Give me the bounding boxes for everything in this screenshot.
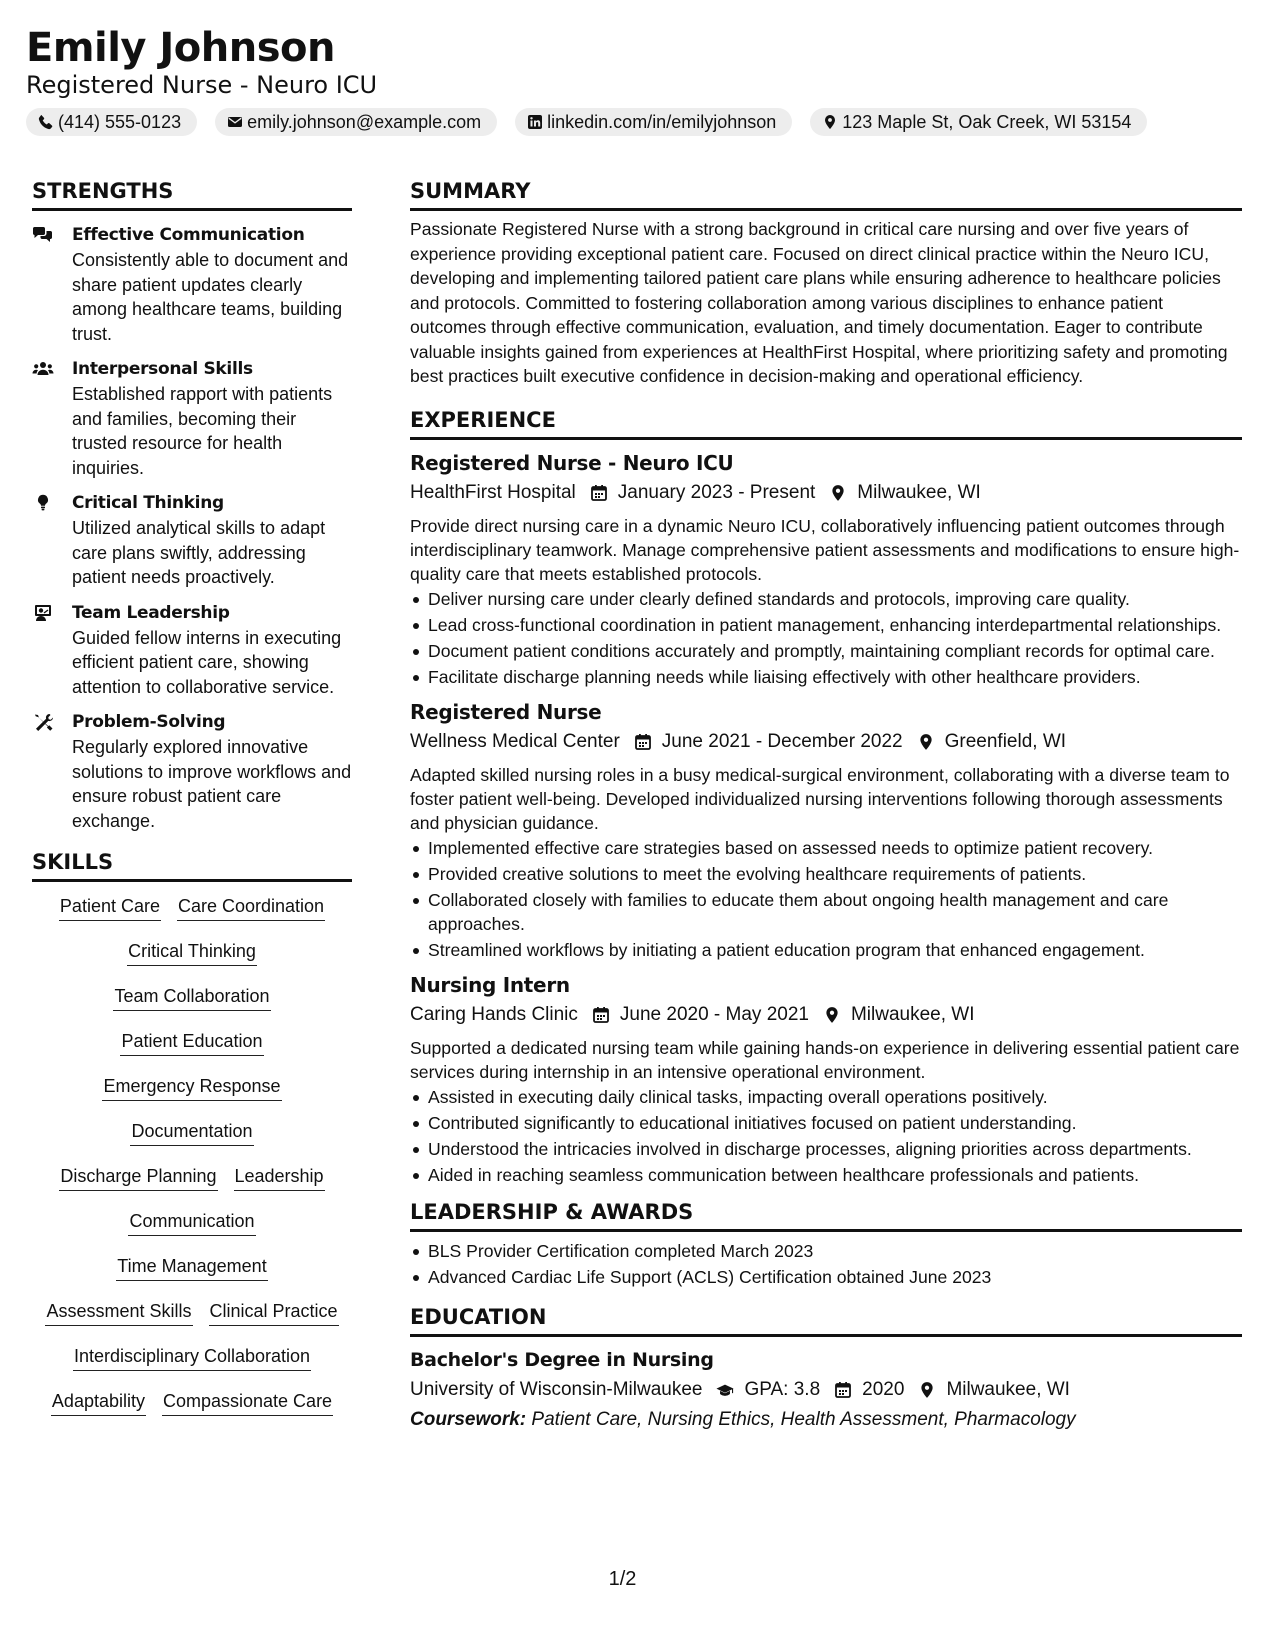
strength-desc: Utilized analytical skills to adapt care plans swiftly, addressing patient needs proactively. (72, 518, 326, 587)
summary-text: Passionate Registered Nurse with a strong background in critical care nursing and over five years of experience providing exceptional patient care. Focused on direct clinical practice within the Neuro ICU, developing and implementing tailored patient care plans while ensuring adherence to healthcare policies and protocols. Committed to fostering collaboration among various disciplines to enhance patient outcomes through effective communication, evaluation, and timely documentation. Eager to contribute valuable insights gained from experiences at HealthFirst Hospital, where prioritizing safety and promoting best practices built executive confidence in decision-making and operational efficiency. (410, 219, 1228, 386)
skill-tag: Patient Education (120, 1029, 263, 1056)
left-column (32, 176, 352, 1434)
experience-heading: EXPERIENCE (410, 405, 1242, 440)
contact-linkedin[interactable] (515, 108, 792, 136)
job-org: HealthFirst Hospital (410, 481, 576, 503)
job-title: Nursing Intern (410, 972, 570, 997)
strength-title: Problem-Solving (72, 712, 226, 732)
page-number-text: 1/2 (608, 1568, 637, 1590)
skill-tag: Documentation (130, 1119, 253, 1146)
school-name: University of Wisconsin-Milwaukee (410, 1378, 703, 1400)
awards-list (410, 1239, 1242, 1289)
strength-item (32, 491, 352, 590)
job-entry (410, 449, 1242, 689)
job-title: Registered Nurse (410, 699, 602, 724)
skill-tag: Adaptability (51, 1389, 146, 1416)
job-description: Provide direct nursing care in a dynamic Neuro ICU, collaboratively influencing patient outcomes through interdisciplinary teamwork. Manage comprehensive patient assessments and modifications to ensure high-quality care that meets established protocols. (410, 515, 1240, 584)
job-meta (410, 727, 1242, 757)
job-bullet: Deliver nursing care under clearly defined standards and protocols, improving care quality. (410, 587, 1242, 611)
education-meta (410, 1375, 1242, 1405)
tools-icon (32, 713, 54, 731)
strength-item (32, 223, 352, 346)
coursework-label: Coursework: (410, 1408, 527, 1430)
skill-tag: Leadership (234, 1164, 325, 1191)
job-meta (410, 1000, 1242, 1030)
skill-tag: Critical Thinking (127, 939, 257, 966)
calendar-icon (590, 484, 608, 502)
teacher-icon (32, 604, 54, 622)
contact-linkedin-text: linkedin.com/in/emilyjohnson (547, 111, 777, 132)
job-dates: June 2021 - December 2022 (661, 730, 903, 752)
strength-item (32, 710, 352, 833)
map-pin-icon (917, 733, 935, 751)
job-bullet: Understood the intricacies involved in discharge processes, aligning priorities across departments. (410, 1137, 1242, 1161)
skill-tag: Communication (128, 1209, 255, 1236)
job-bullet: Aided in reaching seamless communication between healthcare professionals and patients. (410, 1163, 1242, 1187)
page-number (0, 1568, 1275, 1591)
envelope-icon (227, 114, 243, 130)
job-meta (410, 478, 1242, 508)
strength-title: Effective Communication (72, 225, 305, 245)
lightbulb-icon (32, 494, 54, 512)
strength-title: Critical Thinking (72, 493, 224, 513)
award-item: Advanced Cardiac Life Support (ACLS) Certification obtained June 2023 (410, 1265, 1242, 1289)
strengths-list (32, 223, 352, 833)
skill-tag: Patient Care (59, 894, 161, 921)
contact-email[interactable] (215, 108, 497, 136)
strength-desc: Consistently able to document and share patient updates clearly among healthcare teams, building trust. (72, 250, 349, 344)
candidate-title: Registered Nurse - Neuro ICU (26, 71, 378, 99)
coursework (410, 1406, 1242, 1434)
job-entry (410, 971, 1242, 1187)
job-title: Registered Nurse - Neuro ICU (410, 450, 734, 475)
right-column (410, 176, 1242, 1434)
job-bullet: Provided creative solutions to meet the evolving healthcare requirements of patients. (410, 862, 1242, 886)
skill-tag: Interdisciplinary Collaboration (73, 1344, 311, 1371)
contact-phone[interactable] (26, 108, 197, 136)
job-location: Milwaukee, WI (850, 1003, 975, 1025)
strength-item (32, 357, 352, 480)
job-org: Caring Hands Clinic (410, 1003, 578, 1025)
skill-tag: Compassionate Care (162, 1389, 333, 1416)
strength-desc: Guided fellow interns in executing efficient patient care, showing attention to collaborative service. (72, 627, 342, 697)
users-icon (32, 360, 54, 378)
calendar-icon (592, 1006, 610, 1024)
job-org: Wellness Medical Center (410, 730, 620, 752)
job-bullet: Implemented effective care strategies based on assessed needs to optimize patient recovery. (410, 836, 1242, 860)
strength-title: Team Leadership (72, 602, 230, 623)
summary-heading: SUMMARY (410, 176, 1242, 211)
skill-tag: Care Coordination (177, 894, 325, 921)
coursework-list: Patient Care, Nursing Ethics, Health Assessment, Pharmacology (531, 1408, 1076, 1430)
calendar-icon (834, 1381, 852, 1399)
job-bullet: Lead cross-functional coordination in patient management, enhancing interdepartmental relationships. (410, 613, 1242, 637)
map-pin-icon (918, 1381, 936, 1399)
job-bullets (410, 836, 1242, 962)
strength-desc: Established rapport with patients and families, becoming their trusted resource for health inquiries. (72, 384, 333, 478)
job-bullet: Assisted in executing daily clinical tasks, impacting overall operations positively. (410, 1085, 1242, 1109)
award-item: BLS Provider Certification completed March 2023 (410, 1239, 1242, 1263)
contact-address-text: 123 Maple St, Oak Creek, WI 53154 (842, 111, 1132, 132)
job-description: Supported a dedicated nursing team while gaining hands-on experience in delivering essential patient care services during internship in an intensive operational environment. (410, 1037, 1240, 1082)
skill-tag: Time Management (116, 1254, 267, 1281)
job-dates: June 2020 - May 2021 (619, 1003, 809, 1025)
skills-heading: SKILLS (32, 847, 352, 882)
graduation-year: 2020 (862, 1378, 905, 1400)
candidate-name: Emily Johnson (26, 25, 336, 71)
job-bullet: Document patient conditions accurately and promptly, maintaining compliant records for optimal care. (410, 639, 1242, 663)
job-bullet: Contributed significantly to educational initiatives focused on patient understanding. (410, 1111, 1242, 1135)
linkedin-icon (527, 114, 543, 130)
strength-item (32, 601, 352, 700)
contact-phone-text: (414) 555-0123 (58, 111, 182, 132)
chat-bubbles-icon (32, 226, 54, 244)
job-bullet: Collaborated closely with families to educate them about ongoing health management and care approaches. (410, 888, 1242, 936)
skills-list (32, 894, 352, 1434)
job-dates: January 2023 - Present (617, 481, 816, 503)
skill-tag: Emergency Response (102, 1074, 281, 1101)
resume-header (26, 24, 1249, 136)
calendar-icon (634, 733, 652, 751)
strengths-heading: STRENGTHS (32, 176, 352, 211)
contact-email-text: emily.johnson@example.com (247, 111, 482, 132)
job-location: Greenfield, WI (944, 730, 1067, 752)
map-pin-icon (829, 484, 847, 502)
job-description: Adapted skilled nursing roles in a busy medical-surgical environment, collaborating with a diverse team to foster patient well-being. Developed individualized nursing interventions following thorough assessments and physician guidance. (410, 764, 1230, 833)
map-pin-icon (823, 1006, 841, 1024)
job-bullet: Streamlined workflows by initiating a patient education program that enhanced engagement. (410, 938, 1242, 962)
skill-tag: Team Collaboration (113, 984, 270, 1011)
gpa: GPA: 3.8 (744, 1378, 821, 1400)
strength-title: Interpersonal Skills (72, 359, 253, 379)
skill-tag: Clinical Practice (209, 1299, 339, 1326)
job-bullets (410, 1085, 1242, 1187)
job-entry (410, 698, 1242, 962)
contact-address[interactable] (810, 108, 1147, 136)
job-bullets (410, 587, 1242, 689)
awards-heading: LEADERSHIP & AWARDS (410, 1197, 1242, 1232)
school-location: Milwaukee, WI (946, 1378, 1070, 1400)
job-location: Milwaukee, WI (857, 481, 981, 503)
map-pin-icon (822, 114, 838, 130)
education-heading: EDUCATION (410, 1302, 1242, 1337)
job-bullet: Facilitate discharge planning needs while liaising effectively with other healthcare providers. (410, 665, 1242, 689)
skill-tag: Discharge Planning (59, 1164, 217, 1191)
phone-icon (38, 114, 54, 130)
contact-bar (26, 108, 1249, 136)
degree-title: Bachelor's Degree in Nursing (410, 1348, 714, 1371)
skill-tag: Assessment Skills (45, 1299, 192, 1326)
graduation-cap-icon (716, 1381, 734, 1399)
strength-desc: Regularly explored innovative solutions to improve workflows and ensure robust patient care exchange. (72, 737, 352, 831)
